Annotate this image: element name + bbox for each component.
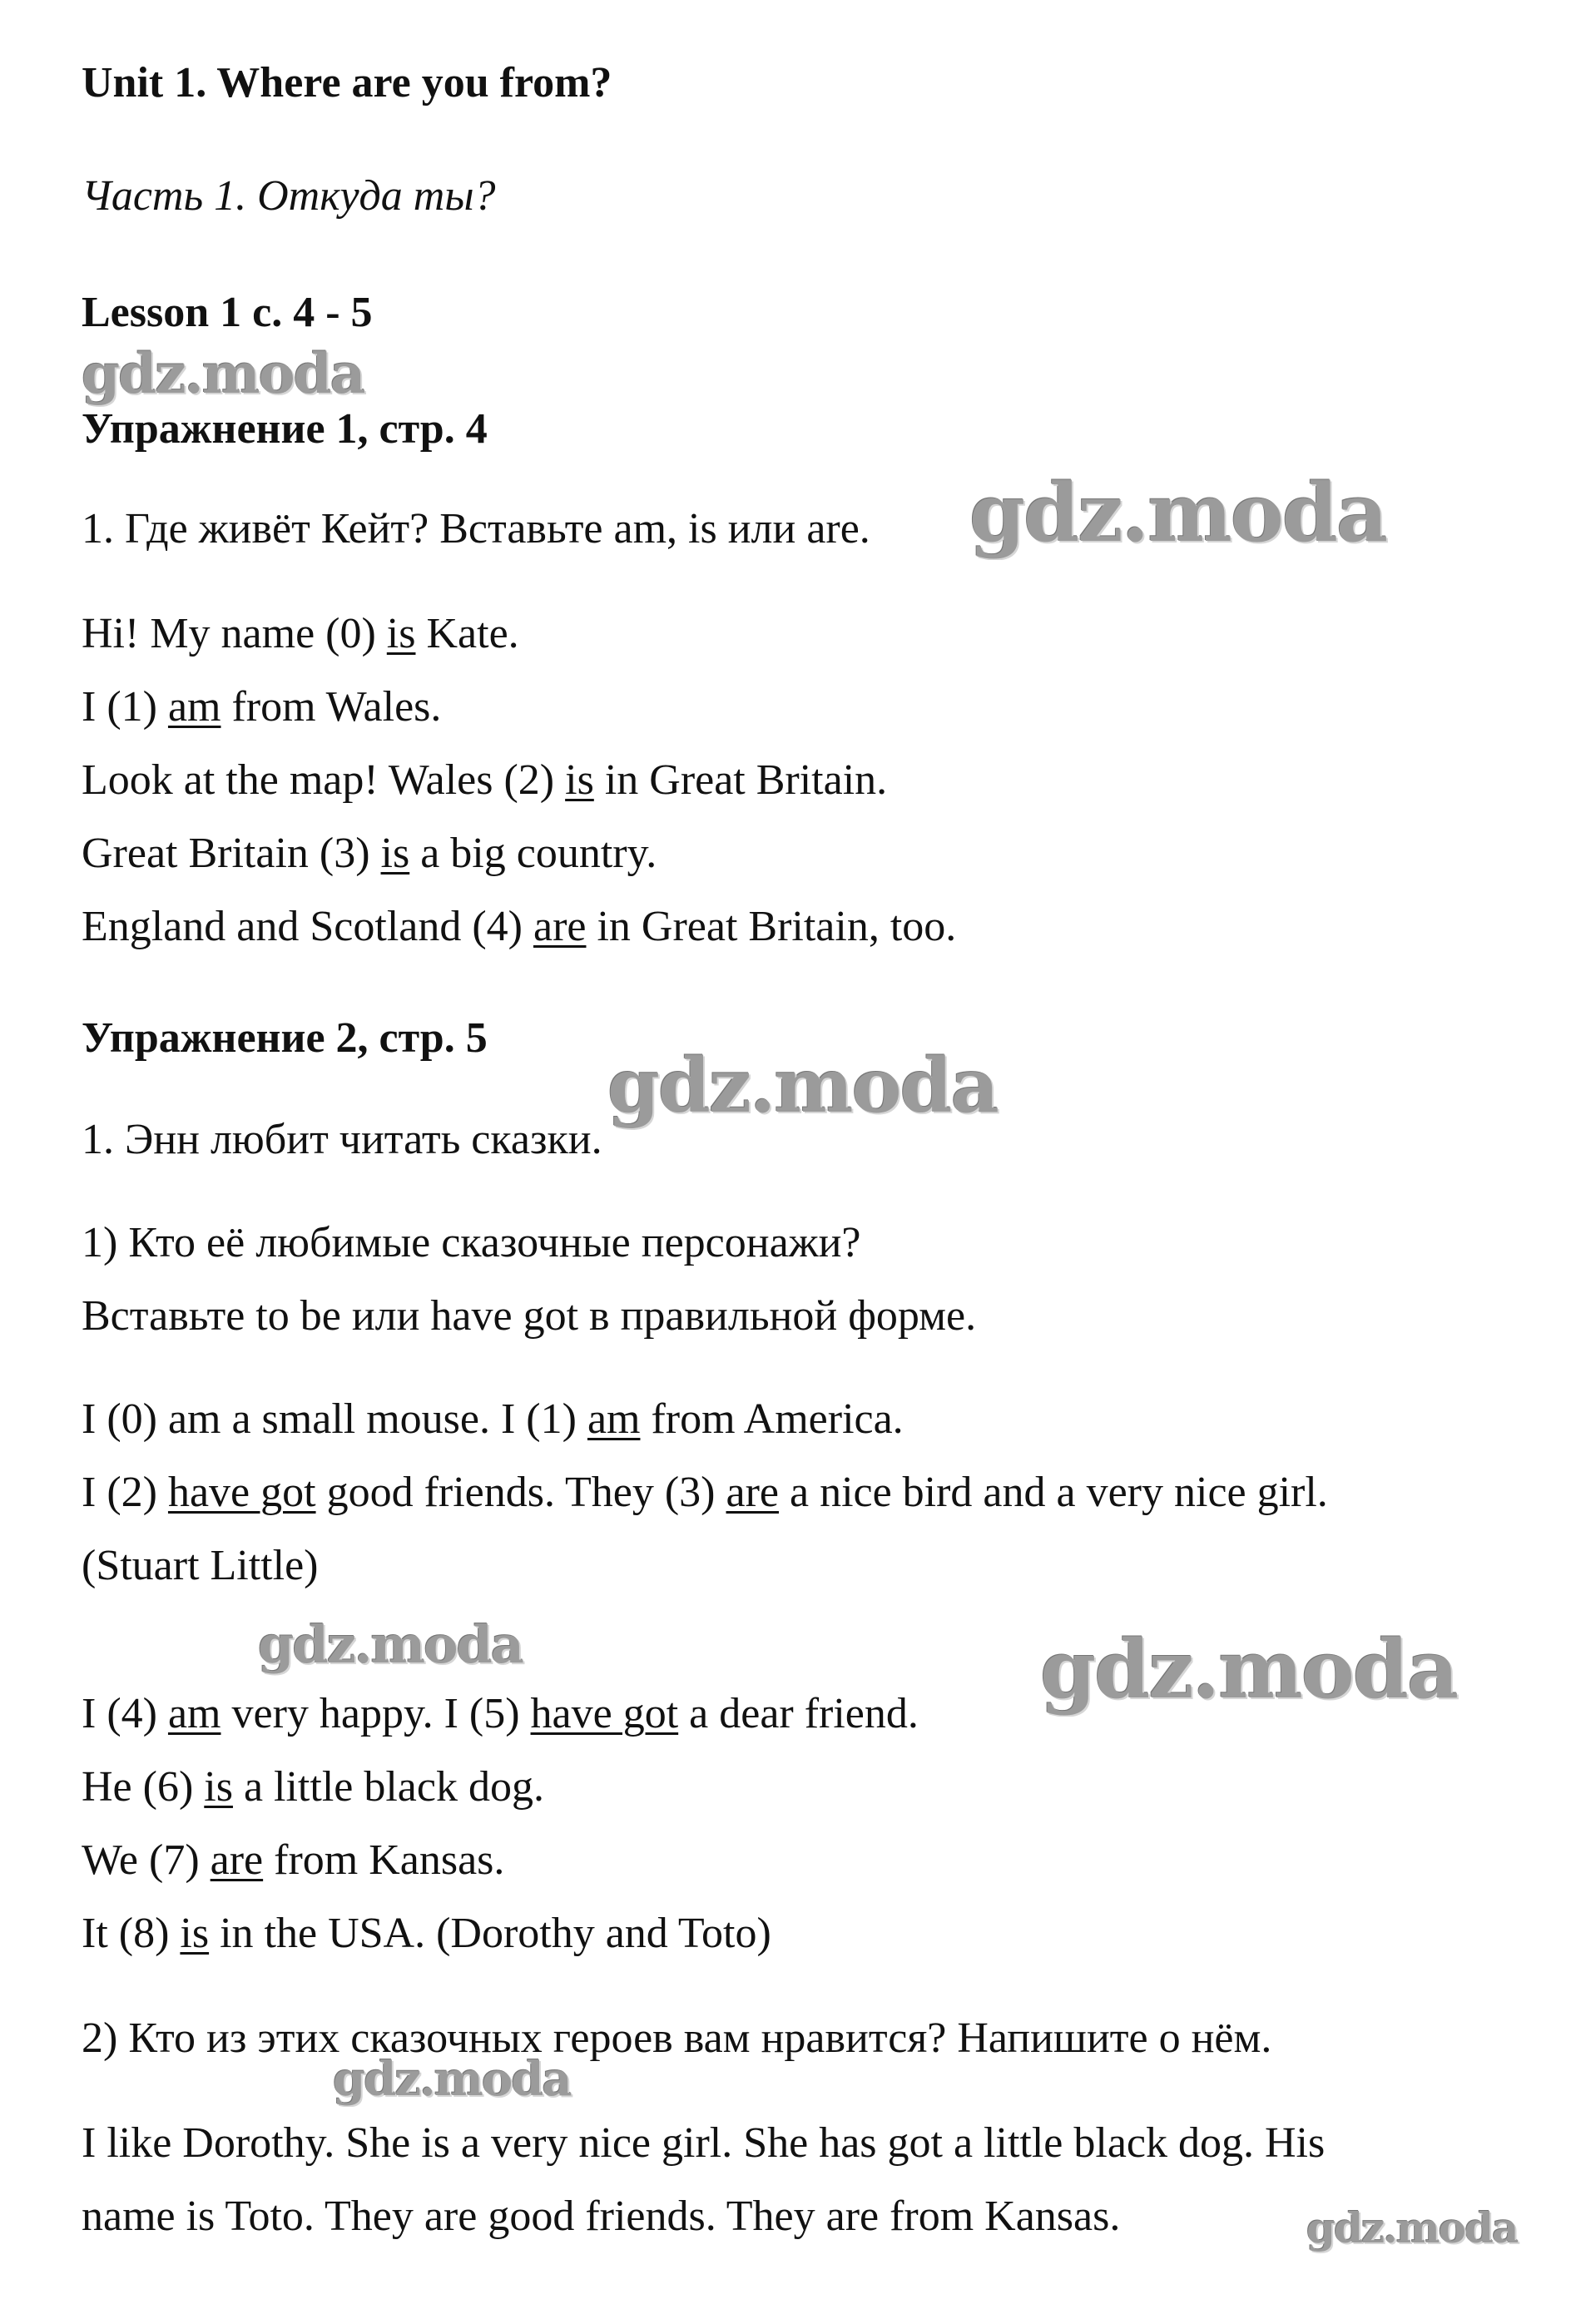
text: in the USA. (Dorothy and Toto) (209, 1910, 771, 1957)
answer-line: name is Toto. They are good friends. They are from Kansas. (82, 2193, 1121, 2240)
answer: are (210, 1836, 264, 1884)
part-subtitle: Часть 1. Откуда ты? (82, 172, 496, 220)
text: England and Scotland (4) (82, 903, 533, 950)
watermark: gdz.moda (258, 1614, 523, 1675)
text: Hi! My name (0) (82, 610, 387, 657)
ex1-line (82, 900, 956, 954)
text: It (8) (82, 1910, 181, 1957)
ex1-line (82, 681, 441, 734)
exercise-1-heading: Упражнение 1, стр. 4 (82, 405, 488, 453)
text: a big country. (409, 830, 657, 877)
watermark: gdz.moda (82, 341, 364, 406)
question-1: 1) Кто её любимые сказочные персонажи? (82, 1219, 861, 1266)
answer: am (167, 1690, 221, 1737)
text: I (1) (82, 683, 168, 731)
answer: are (533, 903, 587, 950)
dorothy-line (82, 1687, 919, 1741)
answer-line: I like Dorothy. She is a very nice girl. She has got a little black dog. His (82, 2119, 1326, 2167)
text: a little black dog. (232, 1763, 544, 1811)
text: good friends. They (3) (315, 1469, 726, 1516)
text: from Kansas. (263, 1836, 505, 1884)
exercise-2-task: 1. Энн любит читать сказки. (82, 1116, 602, 1163)
watermark: gdz.moda (1306, 2203, 1518, 2252)
watermark: gdz.moda (969, 466, 1387, 560)
text: from Wales. (221, 683, 442, 731)
lesson-heading: Lesson 1 с. 4 - 5 (82, 289, 373, 336)
text: very happy. I (5) (221, 1690, 531, 1737)
stuart-line (82, 1466, 1328, 1519)
stuart-line (82, 1393, 904, 1446)
text: in Great Britain, too. (586, 903, 957, 950)
text: Great Britain (3) (82, 830, 381, 877)
dorothy-line (82, 1761, 544, 1814)
question-2: 2) Кто из этих сказочных героев вам нравится? Напишите о нём. (82, 2014, 1272, 2062)
text: a nice bird and a very nice girl. (778, 1469, 1328, 1516)
answer: is (565, 756, 594, 804)
answer: is (180, 1910, 210, 1957)
text: Kate. (415, 610, 519, 657)
stuart-source: (Stuart Little) (82, 1542, 319, 1589)
watermark: gdz.moda (333, 2052, 571, 2107)
text: We (7) (82, 1836, 211, 1884)
answer: is (386, 610, 416, 657)
exercise-2-heading: Упражнение 2, стр. 5 (82, 1014, 488, 1062)
text: He (6) (82, 1763, 205, 1811)
text: a dear friend. (678, 1690, 919, 1737)
text: in Great Britain. (593, 756, 888, 804)
text: I (4) (82, 1690, 168, 1737)
watermark: gdz.moda (607, 1042, 998, 1130)
exercise-1-task: 1. Где живёт Кейт? Вставьте am, is или are. (82, 505, 870, 553)
answer: are (726, 1469, 779, 1516)
dorothy-line (82, 1907, 771, 1960)
answer: is (380, 830, 410, 877)
unit-title: Unit 1. Where are you from? (82, 59, 612, 107)
text: I (0) am a small mouse. I (1) (82, 1395, 587, 1443)
answer: am (167, 683, 221, 731)
watermark: gdz.moda (1040, 1623, 1458, 1717)
answer: is (204, 1763, 233, 1811)
text: Look at the map! Wales (2) (82, 756, 566, 804)
answer: am (587, 1395, 641, 1443)
dorothy-line (82, 1834, 504, 1887)
ex1-line (82, 607, 519, 661)
ex1-line (82, 754, 887, 807)
answer: have got (530, 1690, 679, 1737)
ex1-line (82, 827, 657, 880)
text: I (2) (82, 1469, 168, 1516)
text: from America. (640, 1395, 904, 1443)
answer: have got (167, 1469, 316, 1516)
question-1-instruction: Вставьте to be или have got в правильной форме. (82, 1292, 977, 1340)
